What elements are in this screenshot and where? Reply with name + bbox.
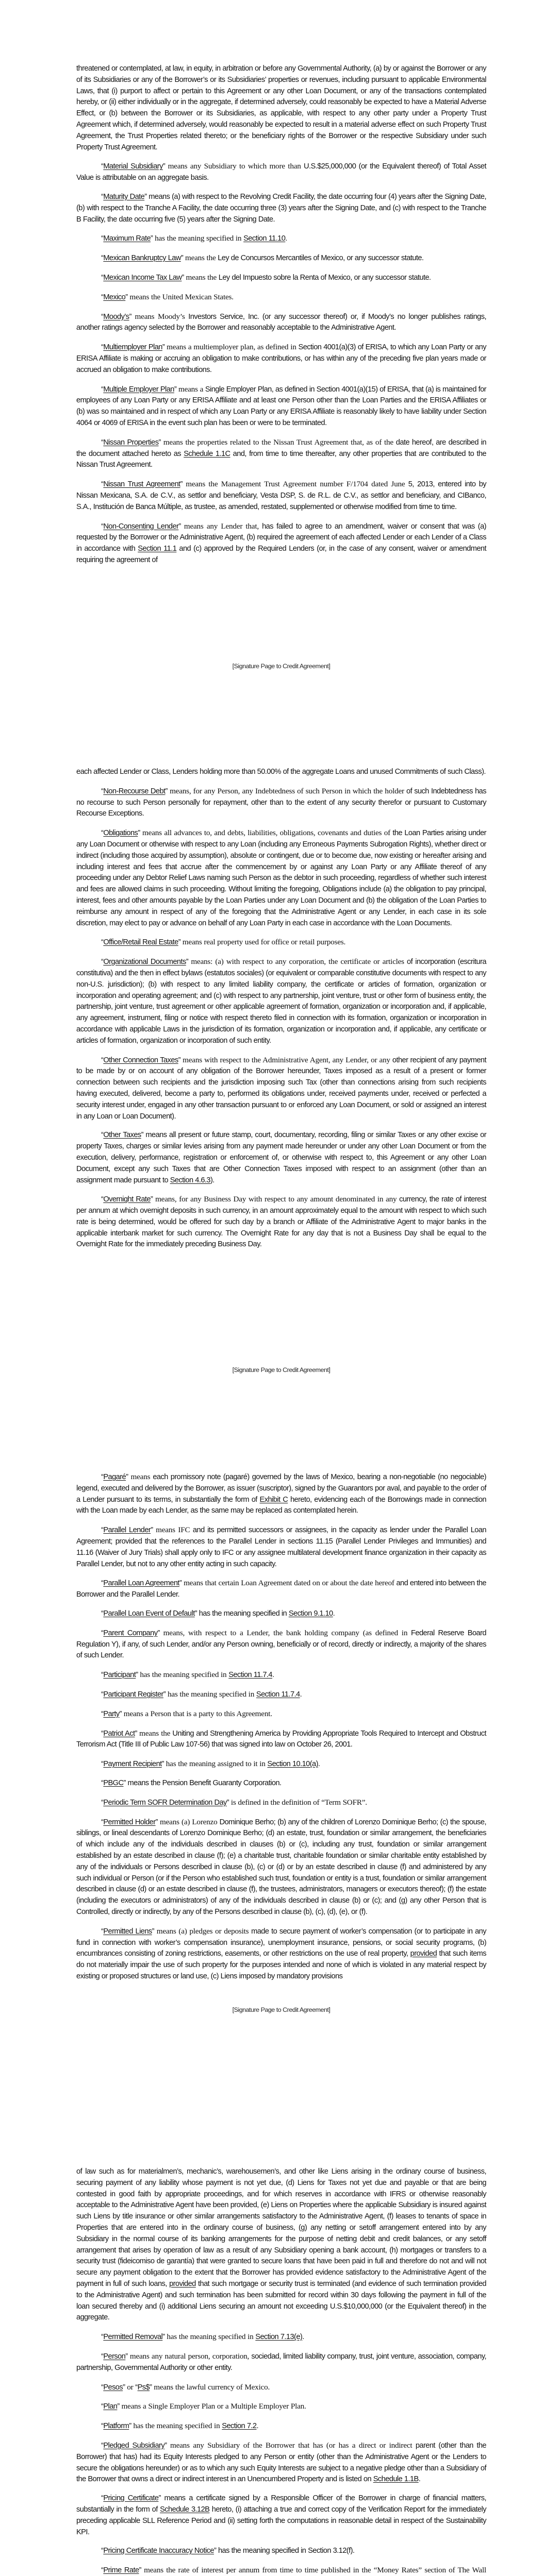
definition-text: means all present or future stamp, court, documentary, recording, filing or similar Taxes or any other excise or property Taxes, charges or similar levies arising from any payment made hereunder or under any other Loan Document or from the execution, delivery, performance, registration or enforcement of, or otherwise with respect to, this Agreement or any other Loan Document, except any such Taxes that are Other Connection Taxes imposed with respect to an assignment (other than an assignment made pursuant to bbox=[76, 1131, 487, 1184]
definition-text: Federal Reserve Board Regulation Y), if any, of such Lender, and/or any Person owning, beneficially or of record, directly or indirectly, a majority of the shares of such Lender. bbox=[76, 1629, 486, 1660]
defined-term: Participant bbox=[103, 1671, 136, 1680]
definition-paragraph: “Payment Recipient” has the meaning assigned to it in Section 10.10(a). bbox=[101, 1759, 320, 1769]
section-reference[interactable]: Schedule 1.1C bbox=[184, 449, 230, 458]
defined-term: Permitted Holder bbox=[103, 1818, 156, 1826]
definition-lead: means the Management Trust Agreement number F/1704 dated June bbox=[182, 480, 405, 489]
section-reference[interactable]: Section 10.10(a) bbox=[267, 1760, 318, 1769]
defined-term: Prime Rate bbox=[103, 2566, 139, 2575]
page-2-footer: [Signature Page to Credit Agreement] bbox=[232, 1366, 331, 1374]
definition-lead: means the bbox=[183, 253, 216, 263]
defined-term: Pesos bbox=[103, 2383, 123, 2392]
defined-term: Organizational Documents bbox=[103, 958, 186, 967]
definition-lead: means with respect to the Administrative Agent, any Lender, or any bbox=[180, 1055, 390, 1064]
definition-paragraph: “Parent Company” means, with respect to a Lender, the bank holding company (as defined in Federal Reserve Board Regulation Y), if any, of such Lender, and/or any Person owning, beneficially or of record, directly or indirectly, a majority of the shares of such Lender. bbox=[76, 1628, 486, 1660]
definition-text-tail: that such items do not materially impair the use of such property for the purposes intended and none of which is violated in any material respect by existing or proposed structures or land use, (c) Liens imposed by mandatory provisions bbox=[76, 1950, 486, 1980]
defined-term: Overnight Rate bbox=[103, 1195, 151, 1204]
definition-paragraph: “Pagaré” means each promissory note (pagaré) governed by the laws of Mexico, bearing a non-negotiable (no negociable) legend, executed and delivered by the Borrower, as issuer (suscriptor), signed by the Guarantors por aval, and payable to the order of a Lender pursuant to its terms, in substantially the form of Exhibit C hereto, evidencing each of the Borrowings made in connection with the Loan made by each Lender, as the same may be replaced as contemplated herein. bbox=[76, 1472, 486, 1515]
definition-text: . bbox=[272, 1671, 274, 1680]
definition-text: each affected Lender or Class, Lenders holding more than 50.00% of the aggregate Loans and unused Commitments of such Class). bbox=[76, 768, 486, 776]
definition-lead: has the meaning specified in bbox=[166, 1689, 256, 1699]
continued-paragraph bbox=[76, 767, 486, 778]
definition-text: sociedad, limited liability company, trust, joint venture, association, company, partnership, Governmental Authority or other entity. bbox=[76, 2352, 487, 2372]
defined-term: Payment Recipient bbox=[103, 1760, 162, 1769]
definition-text: date hereof, are described in the document attached hereto as bbox=[76, 438, 486, 458]
section-reference[interactable]: Section 4.6.3 bbox=[170, 1176, 210, 1184]
definition-text: has the meaning specified in bbox=[197, 1609, 289, 1618]
definition-paragraph: “Material Subsidiary” means any Subsidiary to which more than U.S.$25,000,000 (or the Equivalent thereof) of Total Asset Value is attributable on an aggregate basis. bbox=[76, 162, 486, 182]
defined-term: Pledged Subsidiary bbox=[103, 2441, 165, 2450]
definition-lead: means a Person that is a party to this Agreement. bbox=[121, 1709, 272, 1718]
definition-text-tail: and (c) approved by the Required Lenders (or, in the case of any consent, waiver or amendment requiring the agreement of bbox=[76, 545, 486, 564]
defined-term: Maximum Rate bbox=[103, 234, 151, 243]
definition-text: made to secure payment of worker’s compensation (or to participate in any fund in connection with worker’s compensation insurance), unemployment insurance, pensions, or social security programs, (b) encumbrances consisting of zoning restrictions, easements, or other restrictions on the use of real property, bbox=[76, 1927, 486, 1958]
definition-text: of law such as for materialmen’s, mechanic’s, warehousemen’s, and other like Liens arising in the ordinary course of business, securing payment of any liability whose payment is not yet due, (d) Liens for Taxes not yet due and payable or that are being contested in good faith by appropriate proceedings, and for which reserves in accordance with IFRS or otherwise reasonably acceptable to the Administrative Agent have been provided, (e) Liens on Properties where the applicable Subsidiary is insured against such Liens by title insurance or other similar arrangements satisfactory to the Administrative Agent, (f) leases to tenants of space in Properties that are entered into in the ordinary course of business, (g) any netting or setoff arrangement entered into by any Subsidiary in the normal course of its banking arrangements for the purpose of netting debit and credit balances, or any setoff arrangement that arises by operation of law as a result of any Subsidiary opening a bank account, (h) mortgages or transfers to a security trust (fideicomiso de garantía) that were granted to secure loans that have been paid in full and therefore do not and will not secure any payment obligation to the extent that the Borrower has provided evidence satisfactory to the Administrative Agent of the payment in full of such loans, bbox=[76, 2167, 486, 2288]
page-3-footer: [Signature Page to Credit Agreement] bbox=[232, 2006, 331, 2013]
definition-text: each promissory note (pagaré) governed by the laws of Mexico, bearing a non-negotiable (no negociable) legend, executed and delivered by the Borrower, as issuer (suscriptor), signed by the Guarantors por aval, and payable to the order of a Lender pursuant to its terms, in substantially the form of bbox=[76, 1473, 486, 1504]
definition-text: means (a) with respect to the Revolving Credit Facility, the date occurring four (4) years after the Signing Date, (b) with respect to the Tranche A Facility, the date occurring three (3) years after the Signing Date, and (c) with respect to the Tranche B Facility, the date occurring five (5) years after the Signing Date. bbox=[76, 192, 486, 224]
definition-text: . bbox=[285, 234, 287, 243]
definition-text: U.S.$25,000,000 (or the Equivalent thereof) of Total Asset Value is attributable on an aggregate basis. bbox=[76, 162, 486, 182]
defined-term: Parallel Loan Event of Default bbox=[103, 1609, 195, 1618]
definition-text: Investors Service, Inc. (or any successor thereof) or, if Moody’s no longer publishes ratings, another ratings agency selected by the Borrower and reasonably acceptable to the Administrative Agent. bbox=[76, 312, 486, 332]
defined-term: Non-Recourse Debt bbox=[103, 787, 166, 795]
defined-term: Patriot Act bbox=[103, 1729, 135, 1738]
section-reference[interactable]: provided bbox=[169, 2279, 196, 2288]
definition-text: . bbox=[300, 1690, 302, 1699]
definition-paragraph: “Other Connection Taxes” means with respect to the Administrative Agent, any Lender, or any other recipient of any payment to be made by or on account of any obligation of the Borrower hereunder, Taxes imposed as a result of a present or former connection between such recipients and the jurisdiction imposing such Tax (other than connections arising from such recipients having executed, delivered, become a party to, performed its obligations under, received payments under, received or perfected a security interest under, engaged in any other transaction pursuant to or enforced any Loan Document, or sold or assigned an interest in any Loan or Loan Document). bbox=[76, 1055, 486, 1121]
definition-paragraph: “Overnight Rate” means, for any Business Day with respect to any amount denominated in any currency, the rate of interest per annum at which overnight deposits in such currency, in an amount approximately equal to the amount with respect to which such rate is being determined, would be offered for such day by a branch or Affiliate of the Administrative Agent to major banks in the applicable interbank market for such currency. The Overnight Rate for any day that is not a Business Day shall be equal to the Overnight Rate for the immediately preceding Business Day. bbox=[76, 1195, 486, 1249]
definition-text-tail: hereto, evidencing each of the Borrowings made in connection with the Loan made by each Lender, as the same may be replaced as contemplated herein. bbox=[76, 1495, 486, 1515]
defined-term-alt: Ps$ bbox=[137, 2383, 150, 2392]
definition-text: Uniting and Strengthening America by Providing Appropriate Tools Required to Intercept and Obstruct Terrorism Act (Title III of Public Law 107-56) that was signed into law on October 26, 2001. bbox=[76, 1729, 486, 1749]
section-reference[interactable]: Section 11.7.4 bbox=[228, 1671, 272, 1680]
definition-lead: means (a) pledges or deposits bbox=[154, 1926, 249, 1936]
defined-term: Mexican Bankruptcy Law bbox=[103, 254, 181, 263]
definition-text: Section 4001(a)(3) of ERISA, to which any Loan Party or any ERISA Affiliate is making or accruing an obligation to make contributions, or has within any of the preceding five plan years made or accrued an obligation to make contributions. bbox=[76, 343, 486, 374]
section-reference[interactable]: Schedule 3.12B bbox=[160, 2505, 210, 2514]
defined-term: Mexico bbox=[103, 293, 126, 301]
definition-text: and its permitted successors or assignees, in the capacity as lender under the Parallel Loan Agreement; provided that the references to the Parallel Lender in sections 11.15 (Parallel Lender Privileges and Immunities) and 11.16 (Waiver of Jury Trials) shall apply only to IFC or any assignee multilateral development finance organization in their capacity as Parallel Lender, but not to any other entity acting in such capacity. bbox=[76, 1526, 486, 1568]
definition-paragraph: “Participant” has the meaning specified in Section 11.7.4. bbox=[101, 1670, 274, 1680]
definition-lead: is defined in the definition of “Term SOFR”. bbox=[229, 1798, 367, 1807]
definition-paragraph: “Pesos” or “Ps$” means the lawful currency of Mexico. bbox=[101, 2382, 270, 2392]
definition-text: 5, 2013, entered into by Nissan Mexicana, S.A. de C.V., as settlor and beneficiary, Vesta DSP, S. de R.L. de C.V., as settlor and beneficiary, and CIBanco, S.A., Institución de Banca Múltiple, as trustee, as amended, restated, supplemented or otherwise modified from time to time. bbox=[76, 480, 487, 511]
definition-paragraph: “Patriot Act” means the Uniting and Strengthening America by Providing Appropriate Tools Required to Intercept and Obstruct Terrorism Act (Title III of Public Law 107-56) that was signed into law on October 26, 2001. bbox=[76, 1728, 486, 1749]
definition-paragraph: “Mexican Bankruptcy Law” means the Ley de Concursos Mercantiles of Mexico, or any successor statute. bbox=[101, 253, 424, 263]
definition-paragraph: “Participant Register” has the meaning specified in Section 11.7.4. bbox=[101, 1689, 302, 1699]
definition-text: has failed to agree to an amendment, waiver or consent that was (a) requested by the Borrower or the Administrative Agent, (b) required the agreement of each affected Lender or each Lender of a Class in accordance with bbox=[76, 522, 486, 553]
definition-text: the Loan Parties arising under any Loan Document or otherwise with respect to any Loan (including any Erroneous Payments Subrogation Rights), whether direct or indirect (including those acquired by assumption), absolute or contingent, due or to become due, now existing or hereafter arising and including interest and fees that accrue after the commencement by or against any Loan Party or any Affiliate thereof of any proceeding under any Debtor Relief Laws naming such Person as the debtor in such proceeding, regardless of whether such interest and fees are allowed claims in such proceeding. Without limiting the foregoing, Obligations include (a) the obligation to pay principal, interest, fees and other amounts payable by the Loan Parties under any Loan Document and (b) the obligation of the Loan Parties to reimburse any amount in respect of any of the foregoing that the Administrative Agent or any Lender, in each case in its sole discretion, may elect to pay or advance on behalf of any Loan Party in each case in accordance with the Loan Documents. bbox=[76, 829, 486, 927]
definition-lead: means any natural person, corporation, bbox=[127, 2351, 250, 2361]
defined-term: Moody’s bbox=[103, 312, 129, 321]
definition-paragraph: “Organizational Documents” means: (a) with respect to any corporation, the certificate or articles of incorporation (escritura constitutiva) and the then in effect bylaws (estatutos sociales) (or equivalent or comparable constitutive documents with respect to any non-U.S. jurisdiction); (b) with respect to any limited liability company, the certificate or articles of formation, organization or incorporation and operating agreement; and (c) with respect to any partnership, joint venture, trust or other form of business entity, the partnership, joint venture, trust agreement or other applicable agreement of formation, organization or incorporation and, if applicable, any agreement, instrument, filing or notice with respect thereto filed in connection with its formation, organization or incorporation in accordance with applicable Laws in the jurisdiction of its formation, organization or incorporation and, if applicable, any certificate or articles of formation, organization or incorporation of such entity. bbox=[76, 957, 486, 1045]
definition-paragraph: “Permitted Removal” has the meaning specified in Section 7.13(e). bbox=[101, 2332, 304, 2342]
definition-paragraph: “Other Taxes” means all present or future stamp, court, documentary, recording, filing or similar Taxes or any other excise or property Taxes, charges or similar levies arising from any payment made hereunder or under any other Loan Document or from the execution, delivery, performance, registration or enforcement of, or otherwise with respect to, this Agreement or any other Loan Document, except any such Taxes that are Other Connection Taxes imposed with respect to an assignment (other than an assignment made pursuant to Section 4.6.3). bbox=[76, 1131, 487, 1184]
definition-paragraph: “Party” means a Person that is a party to this Agreement. bbox=[101, 1709, 272, 1718]
definition-paragraph: “Maximum Rate” has the meaning specified in Section 11.10. bbox=[101, 234, 287, 243]
definition-lead: means a bbox=[176, 384, 204, 394]
defined-term: PBGC bbox=[103, 1778, 124, 1787]
defined-term: Nissan Trust Agreement bbox=[103, 480, 180, 489]
definition-lead: means a multiemployer plan, as defined in bbox=[164, 343, 296, 352]
defined-term: Obligations bbox=[103, 829, 138, 838]
definition-lead: means any Lender that, bbox=[180, 521, 259, 531]
definition-text: Single Employer Plan, as defined in Section 4001(a)(15) of ERISA, that (a) is maintained for employees of any Loan Party or any ERISA Affiliate and at least one Person other than the Loan Parties and the ERISA Affiliates or (b) was so maintained and in respect of which any Loan Party or any ERISA Affiliate is reasonably likely to have liability under Section 4064 or 4069 of ERISA in the event such plan has been or were to be terminated. bbox=[76, 385, 486, 427]
defined-term: Permitted Liens bbox=[103, 1927, 152, 1936]
definition-text: threatened or contemplated, at law, in equity, in arbitration or before any Governmental Authority, (a) by or against the Borrower or any of its Subsidiaries or any of the Borrower’s or its Subsidiaries’ properties or revenues, including pursuant to applicable Environmental Laws, that (i) purport to affect or pertain to this Agreement or any other Loan Document, or any of the transactions contemplated hereby, or (ii) either individually or in the aggregate, if determined adversely, could reasonably be expected to have a Material Adverse Effect, or (b) between the Borrower or its Subsidiaries, as applicable, with respect to any other party under a Property Trust Agreement which, if determined adversely, would reasonably be expected to result in a material adverse effect on such Property Trust Agreement, the Trust Properties related thereto; or the beneficiary rights of the Borrower or the respective Subsidiary under such Property Trust Agreement. bbox=[76, 64, 486, 151]
definition-lead: means: (a) with respect to any corporation, the certificate or articles bbox=[188, 957, 404, 967]
definition-lead: means, for any Business Day with respect to any amount denominated in any bbox=[153, 1195, 397, 1204]
section-reference[interactable]: provided bbox=[410, 1950, 437, 1958]
defined-term: Pricing Certificate Inaccuracy Notice bbox=[103, 2547, 214, 2555]
definition-text: other recipient of any payment to be made by or on account of any obligation of the Borrower hereunder, Taxes imposed as a result of a present or former connection between such recipients and the jurisdiction imposing such Tax (other than connections arising from such recipients having executed, delivered, become a party to, performed its obligations under, received payments under, received or perfected a security interest under, engaged in any other transaction pursuant to or enforced any Loan Document, or sold or assigned an interest in any Loan or Loan Document). bbox=[76, 1056, 486, 1121]
definition-text: of incorporation (escritura constitutiva) and the then in effect bylaws (estatutos sociales) (or equivalent or comparable constitutive documents with respect to any non-U.S. jurisdiction); (b) with respect to any limited liability company, the certificate or articles of formation, organization or incorporation and operating agreement; and (c) with respect to any partnership, joint venture, trust or other form of business entity, the partnership, joint venture, trust agreement or other applicable agreement of formation, organization or incorporation and, if applicable, any agreement, instrument, filing or notice with respect thereto filed in connection with its formation, organization or incorporation in accordance with applicable Laws in the jurisdiction of its formation, organization or incorporation and, if applicable, any certificate or articles of formation, organization or incorporation of such entity. bbox=[76, 958, 486, 1045]
page-2-body bbox=[76, 767, 486, 1258]
definition-text-tail: and, from time to time thereafter, any other properties that are contributed to the Nissan Trust Agreement. bbox=[76, 449, 486, 469]
definition-paragraph: “Nissan Trust Agreement” means the Management Trust Agreement number F/1704 dated June 5, 2013, entered into by Nissan Mexicana, S.A. de C.V., as settlor and beneficiary, Vesta DSP, S. de R.L. de C.V., as settlor and beneficiary, and CIBanco, S.A., Institución de Banca Múltiple, as trustee, as amended, restated, supplemented or otherwise modified from time to time. bbox=[76, 480, 487, 511]
definition-text: and entered into between the Borrower and the Parallel Lender. bbox=[76, 1579, 486, 1599]
definition-text-tail: that such mortgage or security trust is terminated (and evidence of such termination provided to the Administrative Agent) and such termination has been submitted for record within 30 days following the payment in full of the loan secured thereby and (i) additional Liens securing an amount not exceeding U.S.$10,000,000 (or the Equivalent thereof) in the aggregate. bbox=[76, 2279, 486, 2322]
definition-paragraph: “Maturity Date” means (a) with respect to the Revolving Credit Facility, the date occurring four (4) years after the Signing Date, (b) with respect to the Tranche A Facility, the date occurring three (3) years after the Signing Date, and (c) with respect to the Tranche B Facility, the date occurring five (5) years after the Signing Date. bbox=[76, 192, 486, 224]
definition-lead: means IFC bbox=[153, 1526, 190, 1535]
definition-lead: means all advances to, and debts, liabilities, obligations, covenants and duties of bbox=[140, 828, 390, 838]
definition-paragraph: “Pricing Certificate Inaccuracy Notice” has the meaning specified in Section 3.12(f). bbox=[101, 2547, 355, 2555]
definition-lead: means the bbox=[137, 1728, 171, 1738]
definition-paragraph: “Moody’s” means Moody’s Investors Service, Inc. (or any successor thereof) or, if Moody’s no longer publishes ratings, another ratings agency selected by the Borrower and reasonably acceptable to the Administrative Agent. bbox=[76, 312, 486, 332]
section-reference[interactable]: Exhibit C bbox=[259, 1495, 288, 1504]
defined-term: Platform bbox=[103, 2422, 129, 2431]
definition-text: Ley de Concursos Mercantiles of Mexico, or any successor statute. bbox=[216, 254, 424, 263]
defined-term: Participant Register bbox=[103, 1690, 163, 1699]
definition-text: means a certificate signed by a Responsible Officer of the Borrower in charge of financial matters, substantially in the form of bbox=[76, 2494, 486, 2514]
definition-paragraph: “Parallel Lender” means IFC and its permitted successors or assignees, in the capacity as lender under the Parallel Loan Agreement; provided that the references to the Parallel Lender in sections 11.15 (Parallel Lender Privileges and Immunities) and 11.16 (Waiver of Jury Trials) shall apply only to IFC or any assignee multilateral development finance organization in their capacity as Parallel Lender, but not to any other entity acting in such capacity. bbox=[76, 1526, 486, 1568]
definition-text: Dominique Berho; (b) any of the children of Lorenzo Dominique Berho; (c) the spouse, siblings, or lineal descendants of Lorenzo Dominique Berho; (d) an estate, trust, foundation or similar arrangement, the beneficiaries of which include any of the individuals described in clauses (b) or (c), including any trust, foundation or similar arrangement established by an estate described in clause (f); (e) a charitable trust, charitable foundation or similar charitable entity established by any of the individuals or Persons described in clause (b), (c) or (d) or by an estate described in clause (f) and administered by any such individual or Person (or if the Person who established such trust, foundation or entity is a trust, foundation or similar arrangement described in clause (d) or an estate described in clause (f), the trustees, administrators, managers or executors thereof); (f) the estate (including the executors or administrators) of any of the individuals described in clause (b) or (c); and (g) any other Person that is Controlled, directly or indirectly, by any of the Persons described in clause (b), (c), (d), (e), or (f). bbox=[76, 1818, 486, 1916]
defined-term: Multiple Employer Plan bbox=[103, 385, 174, 394]
defined-term: Person bbox=[103, 2352, 126, 2361]
definition-paragraph: “Periodic Term SOFR Determination Day” is defined in the definition of “Term SOFR”. bbox=[101, 1798, 367, 1807]
definition-paragraph: “Person” means any natural person, corporation, sociedad, limited liability company, trust, joint venture, association, company, partnership, Governmental Authority or other entity. bbox=[76, 2351, 487, 2372]
defined-term: Other Connection Taxes bbox=[103, 1056, 178, 1064]
defined-term: Nissan Properties bbox=[103, 438, 159, 447]
definition-lead: has the meaning specified in bbox=[131, 2421, 222, 2431]
definition-lead: means, with respect to a Lender, the bank holding company (as defined in bbox=[159, 1628, 408, 1637]
definition-paragraph: “Mexico” means the United Mexican States. bbox=[101, 292, 234, 301]
defined-term: Periodic Term SOFR Determination Day bbox=[103, 1798, 227, 1807]
continued-paragraph bbox=[76, 2166, 486, 2324]
section-reference[interactable]: Section 9.1.10 bbox=[288, 1609, 333, 1618]
definition-lead: means a Single Employer Plan or a Multiple Employer Plan. bbox=[119, 2402, 306, 2411]
definition-text: . bbox=[302, 2333, 304, 2342]
definition-text: . bbox=[318, 1760, 320, 1769]
definition-paragraph: “Obligations” means all advances to, and debts, liabilities, obligations, covenants and duties of the Loan Parties arising under any Loan Document or otherwise with respect to any Loan (including any Erroneous Payments Subrogation Rights), whether direct or indirect (including those acquired by assumption), absolute or contingent, due or to become due, now existing or hereafter arising and including interest and fees that accrue after the commencement by or against any Loan Party or any Affiliate thereof of any proceeding under any Debtor Relief Laws naming such Person as the debtor in such proceeding, regardless of whether such interest and fees are allowed claims in such proceeding. Without limiting the foregoing, Obligations include (a) the obligation to pay principal, interest, fees and other amounts payable by the Loan Parties under any Loan Document and (b) the obligation of the Loan Parties to reimburse any amount in respect of any of the foregoing that the Administrative Agent or any Lender, in each case in its sole discretion, may elect to pay or advance on behalf of any Loan Party in each case in accordance with the Loan Documents. bbox=[76, 828, 486, 927]
definition-text: of such Indebtedness has no recourse to such Person personally for repayment, other than to the extent of any security therefor or pursuant to Customary Recourse Exceptions. bbox=[76, 787, 486, 818]
defined-term: Parallel Loan Agreement bbox=[103, 1579, 179, 1588]
defined-term: Office/Retail Real Estate bbox=[103, 938, 178, 947]
page-4-body bbox=[76, 2166, 486, 2576]
definition-text: parent (other than the Borrower) that has) had its Equity Interests pledged to any Person or entity (other than the Administrative Agent or the Lenders to secure the obligations hereunder) or as to which any such Equity Interests are subject to a negative pledge other than a Subsidiary of the Borrower that owns a direct or indirect interest in an Unencumbered Property and is listed on bbox=[76, 2441, 486, 2484]
definition-lead: means the rate of interest per annum from time to time published in the “Money Rates” section of The Wall bbox=[144, 2566, 486, 2575]
definition-lead: has the meaning specified in bbox=[164, 2332, 256, 2342]
definition-lead: has the meaning assigned to it in bbox=[163, 1759, 268, 1769]
section-reference[interactable]: Section 11.7.4 bbox=[256, 1690, 300, 1699]
section-reference[interactable]: Section 7.13(e) bbox=[255, 2333, 303, 2342]
definition-paragraph: “Pricing Certificate” means a certificate signed by a Responsible Officer of the Borrower in charge of financial matters, substantially in the form of Schedule 3.12B hereto, (i) attaching a true and correct copy of the Verification Report for the immediately preceding applicable SLL Reference Period and (ii) setting forth the computations in reasonable detail in respect of the Sustainability KPI. bbox=[76, 2494, 486, 2536]
definition-lead: means the United Mexican States. bbox=[127, 292, 234, 301]
definition-paragraph: “Plan” means a Single Employer Plan or a Multiple Employer Plan. bbox=[101, 2402, 306, 2411]
section-reference[interactable]: Section 11.10 bbox=[243, 234, 286, 243]
definition-paragraph: “Multiemployer Plan” means a multiemployer plan, as defined in Section 4001(a)(3) of ERISA, to which any Loan Party or any ERISA Affiliate is making or accruing an obligation to make contributions, or has within any of the preceding five plan years made or accrued an obligation to make contributions. bbox=[76, 343, 486, 374]
definition-text-tail: hereto, (i) attaching a true and correct copy of the Verification Report for the immediately preceding applicable SLL Reference Period and (ii) setting forth the computations in reasonable detail in respect of the Sustainability KPI. bbox=[76, 2505, 486, 2536]
definition-lead: means real property used for office or retail purposes. bbox=[180, 938, 346, 947]
defined-term: Parallel Lender bbox=[103, 1526, 151, 1535]
definition-lead: means the bbox=[184, 273, 217, 282]
definition-paragraph: “PBGC” means the Pension Benefit Guaranty Corporation. bbox=[101, 1778, 282, 1787]
definition-lead: means any Subsidiary of the Borrower that has (or has a direct or indirect bbox=[167, 2441, 413, 2450]
page-3-body bbox=[76, 1471, 486, 1990]
defined-term: Plan bbox=[103, 2402, 118, 2411]
section-reference[interactable]: Section 11.1 bbox=[138, 545, 177, 553]
definition-lead: means the properties related to the Nissan Trust Agreement that, as of the bbox=[160, 437, 393, 447]
definition-lead: has the meaning specified in bbox=[153, 234, 244, 243]
definition-lead: means any Subsidiary to which more than bbox=[165, 162, 301, 171]
definition-text: Ley del Impuesto sobre la Renta of Mexico, or any successor statute. bbox=[217, 273, 431, 282]
definition-lead: means the lawful currency of Mexico. bbox=[152, 2382, 270, 2392]
definition-text: means the Pension Benefit Guaranty Corporation. bbox=[125, 1778, 282, 1787]
definition-lead: means, for any Person, any Indebtedness of such Person in which the holder bbox=[167, 786, 404, 795]
definition-paragraph: “Office/Retail Real Estate” means real property used for office or retail purposes. bbox=[101, 938, 346, 947]
definition-paragraph: “Permitted Liens” means (a) pledges or deposits made to secure payment of worker’s compensation (or to participate in any fund in connection with worker’s compensation insurance), unemployment insurance, pensions, or social security programs, (b) encumbrances consisting of zoning restrictions, easements, or other restrictions on the use of real property, provided that such items do not materially impair the use of such property for the purposes intended and none of which is violated in any material respect by existing or proposed structures or land use, (c) Liens imposed by mandatory provisions bbox=[76, 1926, 486, 1980]
defined-term: Multiemployer Plan bbox=[103, 343, 162, 352]
continued-paragraph bbox=[76, 63, 486, 153]
definition-paragraph: “Parallel Loan Agreement” means that certain Loan Agreement dated on or about the date hereof and entered into between the Borrower and the Parallel Lender. bbox=[76, 1579, 486, 1599]
section-reference[interactable]: Schedule 1.1B bbox=[373, 2475, 419, 2484]
definition-paragraph: “Multiple Employer Plan” means a Single Employer Plan, as defined in Section 4001(a)(15) of ERISA, that (a) is maintained for employees of any Loan Party or any ERISA Affiliate and at least one Person other than the Loan Parties and the ERISA Affiliates or (b) was so maintained and in respect of which any Loan Party or any ERISA Affiliate is reasonably likely to have liability under Section 4064 or 4069 of ERISA in the event such plan has been or were to be terminated. bbox=[76, 384, 486, 427]
definition-text: . bbox=[256, 2422, 258, 2431]
definition-paragraph: “Mexican Income Tax Law” means the Ley del Impuesto sobre la Renta of Mexico, or any successor statute. bbox=[101, 273, 431, 282]
definition-paragraph: “Parallel Loan Event of Default” has the meaning specified in Section 9.1.10. bbox=[101, 1609, 335, 1618]
page-1-body bbox=[76, 63, 486, 574]
defined-term: Party bbox=[103, 1709, 120, 1718]
definition-paragraph: “Non-Consenting Lender” means any Lender that, has failed to agree to an amendment, waiver or consent that was (a) requested by the Borrower or the Administrative Agent, (b) required the agreement of each affected Lender or each Lender of a Class in accordance with Section 11.1 and (c) approved by the Required Lenders (or, in the case of any consent, waiver or amendment requiring the agreement of bbox=[76, 521, 486, 564]
defined-term: Mexican Income Tax Law bbox=[103, 273, 182, 282]
defined-term: Material Subsidiary bbox=[103, 162, 163, 171]
definition-text: has the meaning specified in Section 3.12(f). bbox=[216, 2547, 355, 2555]
definition-paragraph: “Pledged Subsidiary” means any Subsidiary of the Borrower that has (or has a direct or indirect parent (other than the Borrower) that has) had its Equity Interests pledged to any Person or entity (other than the Administrative Agent or the Lenders to secure the obligations hereunder) or as to which any such Equity Interests are subject to a negative pledge other than a Subsidiary of the Borrower that owns a direct or indirect interest in an Unencumbered Property and is listed on Schedule 1.1B. bbox=[76, 2441, 486, 2484]
defined-term: Permitted Removal bbox=[103, 2333, 163, 2342]
definition-paragraph: “Non-Recourse Debt” means, for any Person, any Indebtedness of such Person in which the holder of such Indebtedness has no recourse to such Person personally for repayment, other than to the extent of any security therefor or pursuant to Customary Recourse Exceptions. bbox=[76, 786, 486, 818]
definition-paragraph: “Prime Rate” means the rate of interest per annum from time to time published in the “Money Rates” section of The Wall bbox=[76, 2565, 486, 2576]
definition-paragraph: “Nissan Properties” means the properties related to the Nissan Trust Agreement that, as of the date hereof, are described in the document attached hereto as Schedule 1.1C and, from time to time thereafter, any other properties that are contributed to the Nissan Trust Agreement. bbox=[76, 437, 486, 469]
definition-text-tail: . bbox=[418, 2475, 421, 2484]
section-reference[interactable]: Section 7.2 bbox=[222, 2422, 257, 2431]
defined-term: Non-Consenting Lender bbox=[103, 522, 179, 531]
definition-text-tail: ). bbox=[210, 1176, 215, 1184]
definition-lead: means bbox=[128, 1472, 151, 1481]
definition-paragraph: “Platform” has the meaning specified in Section 7.2. bbox=[101, 2421, 258, 2431]
defined-term: Pricing Certificate bbox=[103, 2494, 159, 2503]
definition-text: currency, the rate of interest per annum at which overnight deposits in such currency, in an amount approximately equal to the amount with respect to which such rate is being determined, would be offered for such day by a branch or Affiliate of the Administrative Agent to major banks in the applicable interbank market for such currency. The Overnight Rate for any day that is not a Business Day shall be equal to the Overnight Rate for the immediately preceding Business Day. bbox=[76, 1195, 486, 1249]
definition-lead: has the meaning specified in bbox=[138, 1670, 229, 1680]
page-1-footer: [Signature Page to Credit Agreement] bbox=[232, 663, 331, 670]
definition-lead: means that certain Loan Agreement dated on or about the date hereof bbox=[182, 1579, 394, 1588]
defined-term: Pagaré bbox=[103, 1473, 126, 1481]
definition-lead: means Moody’s bbox=[131, 312, 185, 321]
definition-paragraph: “Permitted Holder” means (a) Lorenzo Dominique Berho; (b) any of the children of Lorenzo Dominique Berho; (c) the spouse, siblings, or lineal descendants of Lorenzo Dominique Berho; (d) an estate, trust, foundation or similar arrangement, the beneficiaries of which include any of the individuals described in clauses (b) or (c), including any trust, foundation or similar arrangement established by an estate described in clause (f); (e) a charitable trust, charitable foundation or similar charitable entity established by any of the individuals or Persons described in clause (b), (c) or (d) or by an estate described in clause (f) and administered by any such individual or Person (or if the Person who established such trust, foundation or entity is a trust, foundation or similar arrangement described in clause (d) or an estate described in clause (f), the trustees, administrators, managers or executors thereof); (f) the estate (including the executors or administrators) of any of the individuals described in clause (b) or (c); and (g) any other Person that is Controlled, directly or indirectly, by any of the Persons described in clause (b), (c), (d), (e), or (f). bbox=[76, 1817, 486, 1916]
definition-text-tail: . bbox=[333, 1609, 335, 1618]
defined-term: Parent Company bbox=[103, 1629, 158, 1637]
definition-lead: means (a) Lorenzo bbox=[157, 1817, 218, 1826]
defined-term: Maturity Date bbox=[103, 192, 145, 201]
defined-term: Other Taxes bbox=[103, 1131, 141, 1140]
